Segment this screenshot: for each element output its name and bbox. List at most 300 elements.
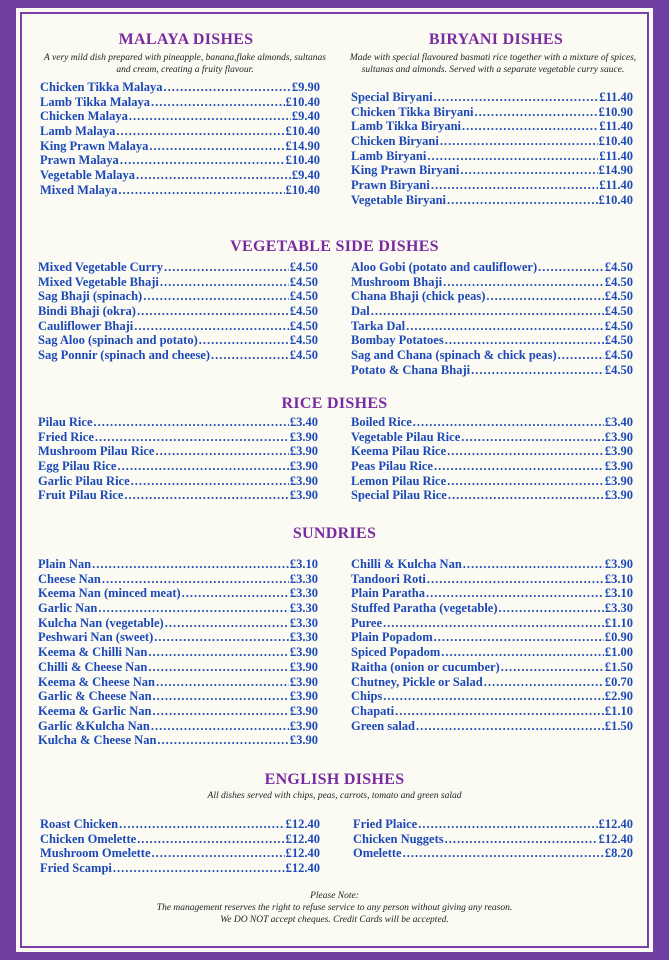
menu-item-name: Chutney, Pickle or Salad [351, 674, 483, 689]
menu-item [38, 459, 318, 474]
menu-item-price: £3.90 [289, 645, 318, 660]
dot-leader [136, 168, 291, 183]
menu-item-name: Mushroom Pilau Rice [38, 444, 155, 459]
menu-item-price: £12.40 [285, 817, 320, 831]
menu-item-name: Chicken Omelette [40, 831, 137, 846]
menu-item-price: £3.90 [604, 459, 633, 474]
menu-item [40, 846, 320, 861]
menu-item-price: £4.50 [289, 289, 318, 304]
menu-item-name: Garlic & Cheese Nan [38, 689, 152, 704]
menu-item-name: Vegetable Biryani [351, 192, 447, 207]
biryani-title: BIRYANI DISHES [428, 31, 564, 48]
dot-leader [134, 319, 289, 334]
menu-item [40, 80, 320, 95]
menu-item-name: Mixed Vegetable Curry [38, 260, 163, 274]
menu-item-name: Lamb Malaya [40, 124, 116, 139]
menu-item [38, 645, 318, 660]
menu-item [351, 348, 633, 363]
menu-item [351, 119, 633, 134]
menu-item-price: £10.40 [285, 153, 320, 168]
dot-leader [160, 275, 289, 290]
note-heading: Please Note: [310, 891, 359, 901]
dot-leader [164, 80, 291, 95]
dot-leader [137, 832, 284, 847]
menu-item [351, 660, 633, 675]
dot-leader [102, 572, 289, 587]
menu-item-price: £3.30 [289, 571, 318, 586]
menu-item-price: £4.50 [604, 333, 633, 348]
menu-item [351, 289, 633, 304]
menu-item-price: £3.30 [289, 586, 318, 601]
menu-item-name: Bombay Potatoes [351, 333, 444, 348]
menu-item [38, 704, 318, 719]
menu-item [38, 333, 318, 348]
menu-item-name: Pilau Rice [38, 415, 93, 429]
menu-item-name: Kulcha Nan (vegetable) [38, 615, 164, 630]
dot-leader [129, 109, 291, 124]
menu-item-price: £3.30 [289, 615, 318, 630]
dot-leader [447, 444, 604, 459]
menu-item-price: £3.40 [604, 415, 633, 429]
dot-leader [426, 586, 604, 601]
menu-item-name: Special Pilau Rice [351, 488, 447, 503]
vegetable-list-left [38, 260, 318, 363]
menu-item [353, 846, 633, 861]
menu-item [38, 616, 318, 631]
dot-leader [445, 333, 604, 348]
menu-item [38, 675, 318, 690]
menu-item-name: Chilli & Cheese Nan [38, 659, 148, 674]
menu-item [40, 168, 320, 183]
menu-item-name: Prawn Biryani [351, 178, 430, 193]
menu-item-price: £3.90 [604, 429, 633, 444]
menu-item-name: Omelette [353, 846, 402, 861]
menu-item-name: Mixed Malaya [40, 182, 118, 197]
menu-item-name: King Prawn Malaya [40, 138, 149, 153]
menu-item [38, 304, 318, 319]
menu-item-name: King Prawn Biryani [351, 163, 460, 178]
menu-item-name: Garlic Pilau Rice [38, 473, 130, 488]
english-title: ENGLISH DISHES [264, 771, 405, 788]
menu-item-price: £3.90 [289, 703, 318, 718]
menu-item [351, 363, 633, 378]
menu-item-price: £4.50 [604, 304, 633, 319]
menu-item [351, 134, 633, 149]
dot-leader [119, 817, 284, 832]
menu-item-price: £11.40 [599, 119, 633, 134]
dot-leader [427, 149, 598, 164]
menu-item-price: £3.90 [289, 718, 318, 733]
menu-item-name: Peas Pilau Rice [351, 459, 433, 474]
menu-item-price: £10.40 [598, 192, 633, 207]
dot-leader [143, 289, 289, 304]
menu-item [38, 572, 318, 587]
menu-item-price: £4.50 [604, 348, 633, 363]
menu-item-name: Keema Pilau Rice [351, 444, 447, 459]
menu-item-price: £4.50 [604, 318, 633, 333]
dot-leader [462, 119, 598, 134]
menu-item-price: £12.40 [285, 831, 320, 846]
menu-item-name: Fried Plaice [353, 817, 418, 831]
menu-item-name: Mixed Vegetable Bhaji [38, 274, 159, 289]
menu-item-price: £1.00 [604, 645, 633, 660]
rice-list-left [38, 415, 318, 503]
dot-leader [447, 193, 598, 208]
dot-leader [117, 459, 288, 474]
dot-leader [447, 474, 604, 489]
sundries-list-left [38, 557, 318, 748]
menu-item [38, 557, 318, 572]
menu-item-price: £3.90 [604, 488, 633, 503]
rice-title: RICE DISHES [281, 395, 388, 412]
dot-leader [416, 719, 604, 734]
menu-item-price: £3.90 [289, 674, 318, 689]
dot-leader [443, 275, 604, 290]
dot-leader [148, 660, 289, 675]
menu-item-price: £14.90 [598, 163, 633, 178]
dot-leader [413, 415, 604, 430]
dot-leader [182, 586, 289, 601]
menu-item [351, 459, 633, 474]
menu-item-price: £11.40 [599, 178, 633, 193]
note-line-1: The management reserves the right to refuse service to any person without giving any reason. [156, 903, 513, 913]
menu-item-name: Kulcha & Cheese Nan [38, 733, 157, 748]
menu-item [38, 719, 318, 734]
dot-leader [153, 689, 289, 704]
menu-page [16, 8, 653, 952]
menu-item [40, 183, 320, 198]
dot-leader [152, 846, 285, 861]
menu-item-price: £3.30 [289, 601, 318, 616]
dot-leader [558, 348, 604, 363]
menu-item-price: £12.40 [598, 831, 633, 846]
menu-item [351, 689, 633, 704]
menu-item-price: £4.50 [289, 318, 318, 333]
menu-item [38, 586, 318, 601]
malaya-list [40, 80, 320, 198]
menu-item-price: £0.70 [604, 674, 633, 689]
menu-item-price: £10.40 [285, 124, 320, 139]
menu-item-price: £1.10 [604, 615, 633, 630]
menu-item-name: Prawn Malaya [40, 153, 119, 168]
menu-item [38, 444, 318, 459]
dot-leader [395, 704, 604, 719]
menu-item-name: Chips [351, 689, 383, 704]
menu-item-price: £4.50 [289, 274, 318, 289]
biryani-description: Made with special flavoured basmati rice together with a mixture of spices, sultanas and almonds. Served with a separate vegetable curry sauce. [349, 53, 637, 75]
menu-item-name: Vegetable Pilau Rice [351, 429, 461, 444]
dot-leader [156, 675, 289, 690]
menu-item-name: Special Biryani [351, 90, 433, 104]
menu-item [351, 333, 633, 348]
menu-item-price: £3.90 [289, 733, 318, 748]
menu-item-name: Egg Pilau Rice [38, 459, 117, 474]
dot-leader [211, 348, 289, 363]
menu-item-price: £10.40 [598, 134, 633, 149]
menu-item-name: Stuffed Paratha (vegetable) [351, 601, 498, 616]
menu-item-price: £3.90 [289, 459, 318, 474]
vegetable-list-right [351, 260, 633, 378]
dot-leader [460, 163, 597, 178]
menu-item-price: £9.90 [291, 80, 320, 94]
menu-item-price: £9.40 [291, 109, 320, 124]
dot-leader [383, 689, 604, 704]
menu-item-name: Lamb Tikka Biryani [351, 119, 461, 134]
english-list-right [353, 817, 633, 861]
menu-item [40, 124, 320, 139]
menu-item [351, 193, 633, 208]
menu-item-name: Fried Scampi [40, 861, 112, 876]
menu-item [351, 163, 633, 178]
menu-item-price: £4.50 [289, 348, 318, 363]
dot-leader [118, 183, 284, 198]
menu-item-price: £3.90 [289, 429, 318, 444]
menu-item-name: Plain Popadom [351, 630, 433, 645]
menu-item-price: £3.40 [289, 415, 318, 429]
dot-leader [131, 474, 289, 489]
dot-leader [501, 660, 604, 675]
dot-leader [92, 557, 289, 572]
dot-leader [164, 260, 289, 275]
menu-item-name: Vegetable Malaya [40, 168, 136, 183]
dot-leader [484, 675, 604, 690]
menu-item [351, 275, 633, 290]
menu-item-price: £3.90 [604, 444, 633, 459]
menu-item-name: Sag and Chana (spinach & chick peas) [351, 348, 557, 363]
menu-item [38, 474, 318, 489]
dot-leader [165, 616, 289, 631]
dot-leader [475, 105, 598, 120]
menu-item [38, 630, 318, 645]
menu-item-name: Chicken Tikka Biryani [351, 104, 474, 119]
menu-item-name: Bindi Bhaji (okra) [38, 304, 136, 319]
dot-leader [441, 645, 604, 660]
menu-item-price: £12.40 [598, 817, 633, 831]
menu-item [351, 616, 633, 631]
dot-leader [431, 178, 598, 193]
dot-leader [403, 846, 604, 861]
menu-item [38, 415, 318, 430]
menu-item-name: Lemon Pilau Rice [351, 473, 447, 488]
english-list-left [40, 817, 320, 876]
menu-item [40, 109, 320, 124]
biryani-list [351, 90, 633, 208]
menu-item-name: Chicken Malaya [40, 109, 128, 124]
dot-leader [463, 557, 604, 572]
dot-leader [440, 134, 598, 149]
menu-item [40, 153, 320, 168]
menu-item [351, 719, 633, 734]
menu-item [40, 817, 320, 832]
dot-leader [151, 719, 289, 734]
dot-leader [95, 430, 289, 445]
menu-item [351, 415, 633, 430]
dot-leader [371, 304, 604, 319]
dot-leader [486, 289, 603, 304]
menu-item [351, 601, 633, 616]
dot-leader [427, 572, 604, 587]
menu-item [351, 304, 633, 319]
menu-item-name: Chicken Biryani [351, 134, 439, 149]
menu-item-price: £0.90 [604, 630, 633, 645]
menu-item [40, 832, 320, 847]
dot-leader [148, 645, 289, 660]
menu-item-name: Fruit Pilau Rice [38, 488, 124, 503]
menu-item [351, 572, 633, 587]
menu-item-price: £12.40 [285, 861, 320, 876]
dot-leader [116, 124, 284, 139]
menu-item-name: Green salad [351, 718, 416, 733]
menu-item-name: Chana Bhaji (chick peas) [351, 289, 486, 304]
menu-item [38, 660, 318, 675]
menu-item-name: Sag Ponnir (spinach and cheese) [38, 348, 211, 363]
menu-item-name: Puree [351, 615, 383, 630]
malaya-description: A very mild dish prepared with pineapple, banana,flake almonds, sultanas and cream, creating a fruity flavour. [44, 53, 326, 75]
menu-item [351, 149, 633, 164]
menu-item-price: £3.90 [604, 557, 633, 571]
menu-item-price: £3.90 [289, 488, 318, 503]
malaya-title: MALAYA DISHES [118, 31, 254, 48]
menu-item [353, 832, 633, 847]
menu-item-price: £3.90 [289, 473, 318, 488]
menu-item [38, 348, 318, 363]
menu-item-name: Dal [351, 304, 370, 319]
menu-item [40, 139, 320, 154]
rice-list-right [351, 415, 633, 503]
menu-item-name: Mushroom Bhaji [351, 274, 443, 289]
menu-item-name: Aloo Gobi (potato and cauliflower) [351, 260, 538, 274]
sundries-title: SUNDRIES [292, 525, 377, 542]
dot-leader [155, 444, 288, 459]
menu-item [351, 645, 633, 660]
menu-item-price: £3.90 [289, 689, 318, 704]
dot-leader [383, 616, 604, 631]
menu-item [351, 90, 633, 105]
menu-item [351, 557, 633, 572]
menu-item-price: £4.50 [604, 260, 633, 274]
menu-item [40, 95, 320, 110]
menu-item [353, 817, 633, 832]
dot-leader [434, 90, 599, 105]
menu-item-price: £10.40 [285, 94, 320, 109]
menu-item-name: Keema Nan (minced meat) [38, 586, 181, 601]
dot-leader [461, 430, 604, 445]
menu-item [38, 601, 318, 616]
dot-leader [137, 304, 289, 319]
menu-item-price: £3.10 [604, 586, 633, 601]
menu-item-price: £3.10 [604, 571, 633, 586]
menu-item-name: Chicken Tikka Malaya [40, 80, 163, 94]
menu-item [38, 430, 318, 445]
menu-item [351, 260, 633, 275]
menu-item-name: Garlic Nan [38, 601, 98, 616]
menu-item-name: Garlic &Kulcha Nan [38, 718, 150, 733]
dot-leader [445, 832, 598, 847]
menu-item [38, 488, 318, 503]
dot-leader [406, 319, 604, 334]
menu-item-price: £4.50 [604, 289, 633, 304]
menu-item-price: £12.40 [285, 846, 320, 861]
menu-item-name: Peshwari Nan (sweet) [38, 630, 154, 645]
menu-item-price: £10.90 [598, 104, 633, 119]
menu-item-price: £3.90 [289, 444, 318, 459]
menu-item-name: Chicken Nuggets [353, 831, 444, 846]
menu-item-price: £1.10 [604, 703, 633, 718]
menu-item-name: Tarka Dal [351, 318, 406, 333]
menu-item-name: Cheese Nan [38, 571, 101, 586]
dot-leader [434, 459, 604, 474]
dot-leader [157, 733, 288, 748]
dot-leader [448, 488, 604, 503]
menu-item-price: £11.40 [599, 148, 633, 163]
menu-item-name: Sag Aloo (spinach and potato) [38, 333, 198, 348]
menu-item-price: £9.40 [291, 168, 320, 183]
menu-item-name: Chapati [351, 703, 395, 718]
menu-item-name: Plain Paratha [351, 586, 425, 601]
dot-leader [120, 153, 285, 168]
dot-leader [418, 817, 597, 832]
menu-item-name: Spiced Popadom [351, 645, 441, 660]
menu-item-price: £4.50 [604, 362, 633, 377]
menu-item-price: £3.90 [604, 473, 633, 488]
menu-item-price: £2.90 [604, 689, 633, 704]
menu-item-price: £14.90 [285, 138, 320, 153]
menu-item-price: £4.50 [289, 260, 318, 274]
menu-item [351, 630, 633, 645]
menu-item-price: £8.20 [604, 846, 633, 861]
menu-item-name: Chilli & Kulcha Nan [351, 557, 462, 571]
dot-leader [538, 260, 604, 275]
dot-leader [154, 630, 289, 645]
menu-item-name: Raitha (onion or cucumber) [351, 659, 500, 674]
menu-item [38, 275, 318, 290]
menu-item-name: Cauliflower Bhaji [38, 318, 134, 333]
menu-item-price: £1.50 [604, 659, 633, 674]
menu-item [351, 430, 633, 445]
menu-item [351, 444, 633, 459]
menu-item-name: Fried Rice [38, 429, 94, 444]
dot-leader [499, 601, 604, 616]
menu-item-name: Keema & Chilli Nan [38, 645, 148, 660]
menu-item-name: Tandoori Roti [351, 571, 426, 586]
menu-item-price: £3.30 [289, 630, 318, 645]
menu-item-price: £10.40 [285, 182, 320, 197]
menu-item [351, 704, 633, 719]
dot-leader [471, 363, 604, 378]
note-line-2: We DO NOT accept cheques. Credit Cards will be accepted. [220, 915, 449, 925]
dot-leader [199, 333, 289, 348]
menu-item [38, 319, 318, 334]
menu-item-name: Keema & Garlic Nan [38, 703, 152, 718]
menu-item [351, 488, 633, 503]
dot-leader [113, 861, 285, 876]
menu-item-name: Potato & Chana Bhaji [351, 362, 471, 377]
dot-leader [153, 704, 289, 719]
menu-item [351, 675, 633, 690]
menu-item [351, 586, 633, 601]
dot-leader [98, 601, 289, 616]
menu-item-name: Keema & Cheese Nan [38, 674, 155, 689]
sundries-list-right [351, 557, 633, 733]
menu-item-price: £3.90 [289, 659, 318, 674]
menu-item-name: Plain Nan [38, 557, 92, 571]
menu-item-name: Mushroom Omelette [40, 846, 151, 861]
dot-leader [434, 630, 604, 645]
menu-item [38, 289, 318, 304]
menu-item [351, 474, 633, 489]
menu-item-name: Lamb Biryani [351, 148, 427, 163]
menu-item-price: £3.10 [289, 557, 318, 571]
